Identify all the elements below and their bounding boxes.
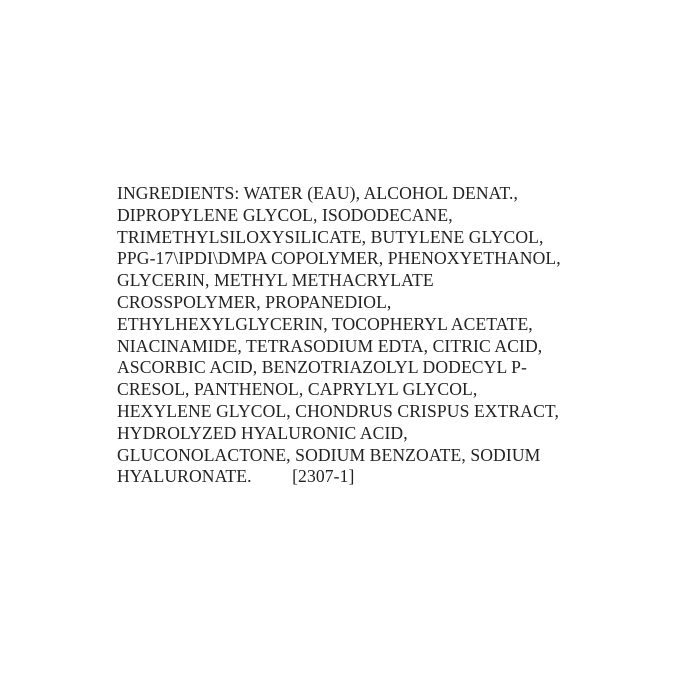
ingredients-line: ASCORBIC ACID, BENZOTRIAZOLYL DODECYL P- <box>117 357 527 378</box>
ingredients-line: HEXYLENE GLYCOL, CHONDRUS CRISPUS EXTRACT, <box>117 400 559 421</box>
ingredients-line: TRIMETHYLSILOXYSILICATE, BUTYLENE GLYCOL, <box>117 226 544 247</box>
ingredients-line: DIPROPYLENE GLYCOL, ISODODECANE, <box>117 204 453 225</box>
ingredients-line: GLYCERIN, METHYL METHACRYLATE <box>117 270 434 291</box>
ingredients-line: GLUCONOLACTONE, SODIUM BENZOATE, SODIUM <box>117 444 541 465</box>
ingredients-line: INGREDIENTS: WATER (EAU), ALCOHOL DENAT., <box>117 183 519 203</box>
ingredients-line: CROSSPOLYMER, PROPANEDIOL, <box>117 291 392 312</box>
ingredients-line: HYDROLYZED HYALURONIC ACID, <box>117 422 408 443</box>
ingredients-line: CRESOL, PANTHENOL, CAPRYLYL GLYCOL, <box>117 379 478 400</box>
ingredients-line: NIACINAMIDE, TETRASODIUM EDTA, CITRIC ACID, <box>117 335 543 356</box>
ingredients-line: ETHYLHEXYLGLYCERIN, TOCOPHERYL ACETATE, <box>117 313 533 334</box>
ingredients-line: HYALURONATE. [2307-1] <box>117 466 355 487</box>
ingredients-text-block <box>117 183 587 488</box>
ingredients-line: PPG-17\IPDI\DMPA COPOLYMER, PHENOXYETHANOL, <box>117 248 561 269</box>
